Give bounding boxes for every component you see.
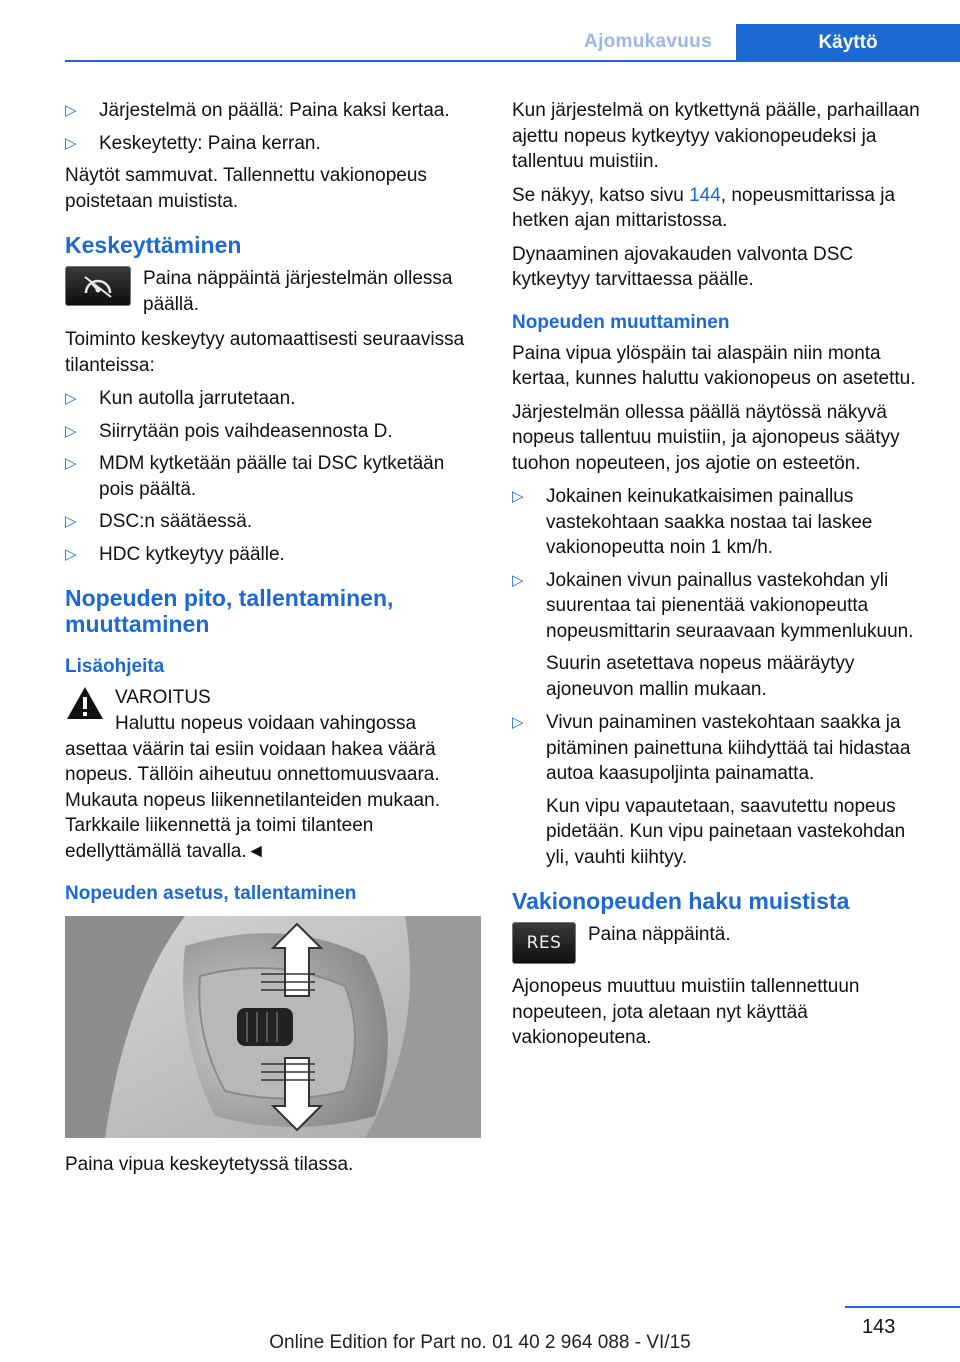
list-item: ▷ Vivun painaminen vastekohtaan saakka ja pitäminen painettuna kiihdyttää tai hidastaa autoa kaasupoljinta painamatta. [512,712,911,784]
warning-triangle-icon [65,685,105,721]
warning-title: VAROITUS [115,687,211,708]
heading-speed-set: Nopeuden asetus, tallentaminen [65,883,357,904]
bullet-triangle-icon: ▷ [512,571,524,589]
list-item: ▷ Jokainen vivun painallus vastekohdan yli suurentaa tai pienentää vakionopeutta nopeusmittarin seuraavaan kymmenlukuun. [512,569,914,642]
heading-pause: Keskeyttäminen [65,232,242,258]
heading-speed-change: Nopeuden muuttaminen [512,311,730,333]
list-item: ▷ HDC kytkeytyy päälle. [65,542,483,568]
edition-footer: Online Edition for Part no. 01 40 2 964 088 - VI/15 [269,1332,691,1353]
list-item: ▷ Siirrytään pois vaihdeasennosta D. [65,419,483,445]
list-item: ▷ MDM kytketään päälle tai DSC kytketään pois päältä. [65,453,445,500]
bullet-triangle-icon: ▷ [65,134,77,152]
list-item: ▷ Järjestelmä on päällä: Paina kaksi kertaa. [65,98,483,124]
photo-caption: Paina vipua keskeytetyssä tilassa. [65,1154,354,1175]
header-section-label: Ajomukavuus [584,31,712,52]
paragraph: Järjestelmän ollessa päällä näytössä näkyvä nopeus tallentuu muistiin, ja ajonopeus säätyy tuohon nopeuteen, jos ajotie on esteetön. [512,401,900,474]
list-item: ▷ Jokainen keinukatkaisimen painallus vastekohtaan saakka nostaa tai laskee vakionopeutta noin 1 km/h. [512,486,873,558]
bullet-triangle-icon: ▷ [512,488,524,505]
list-item: ▷ DSC:n säätäessä. [65,509,483,535]
page-header [0,0,960,62]
res-button-row [512,922,928,964]
header-rule [65,60,960,62]
paragraph: Kun järjestelmä on kytkettynä päälle, parhaillaan ajettu nopeus kytkeytyy vakionopeudeksi ja tallentuu muistiin. [512,100,920,172]
list-item: ▷ Kun autolla jarrutetaan. [65,386,483,412]
right-column [512,98,928,1059]
page-number-rule [845,1306,960,1308]
header-current-tab: Käyttö [736,24,960,62]
bullet-triangle-icon: ▷ [65,422,77,440]
list-item-note: Kun vipu vapautetaan, saavutettu nopeus pidetään. Kun vipu painetaan vastekohdan yli, vauhti kiihtyy. [546,795,906,868]
pause-button-row [65,266,483,317]
heading-recall: Vakionopeuden haku muistista [512,888,850,914]
paragraph: Toiminto keskeytyy automaattisesti seuraavissa tilanteissa: [65,329,465,376]
res-button-icon: RES [512,922,576,964]
bullet-triangle-icon: ▷ [65,455,77,472]
paragraph: Se näkyy, katso sivu 144, nopeusmittarissa ja hetken ajan mittaristossa. [512,184,896,231]
warning-body: Haluttu nopeus voidaan vahingossa asettaa väärin tai esiin voidaan hakea väärä nopeus. Tällöin aiheutuu onnettomuusvaara. Mukauta nopeus liikennetilanteiden mukaan. Tarkkaile liikennettä ja toimi tilanteen edellyttämällä tavalla.◄ [65,713,440,862]
paragraph: Paina vipua ylöspäin tai alaspäin niin monta kertaa, kunnes haluttu vakionopeus on asetettu. [512,342,916,389]
recall-instruction: Paina näppäintä. [588,924,731,945]
paragraph: Ajonopeus muuttuu muistiin tallennettuun nopeuteen, jota aletaan nyt käyttää vakionopeutena. [512,976,860,1048]
paragraph: Dynaaminen ajovakauden valvonta DSC kytkeytyy tarvittaessa päälle. [512,243,854,290]
bullet-triangle-icon: ▷ [65,390,77,407]
bullet-triangle-icon: ▷ [512,714,524,731]
heading-notes: Lisäohjeita [65,656,165,677]
paragraph: Näytöt sammuvat. Tallennettu vakionopeus poistetaan muistista. [65,165,427,212]
pause-instruction: Paina näppäintä järjestelmän ollessa päällä. [143,268,453,315]
list-item: ▷ Keskeytetty: Paina kerran. [65,131,483,157]
bullet-triangle-icon: ▷ [65,545,77,563]
list-item-note: Suurin asetettava nopeus määräytyy ajoneuvon mallin mukaan. [546,653,855,700]
bullet-triangle-icon: ▷ [65,513,77,530]
steering-wheel-lever-photo [65,916,481,1138]
cruise-pause-button-icon [65,266,131,306]
page-number: 143 [862,1316,896,1338]
bullet-triangle-icon: ▷ [65,102,77,119]
page-reference-link[interactable]: 144 [689,184,721,206]
heading-speed-hold: Nopeuden pito, tallentaminen, muuttaminen [65,585,394,637]
left-column [65,98,483,1186]
